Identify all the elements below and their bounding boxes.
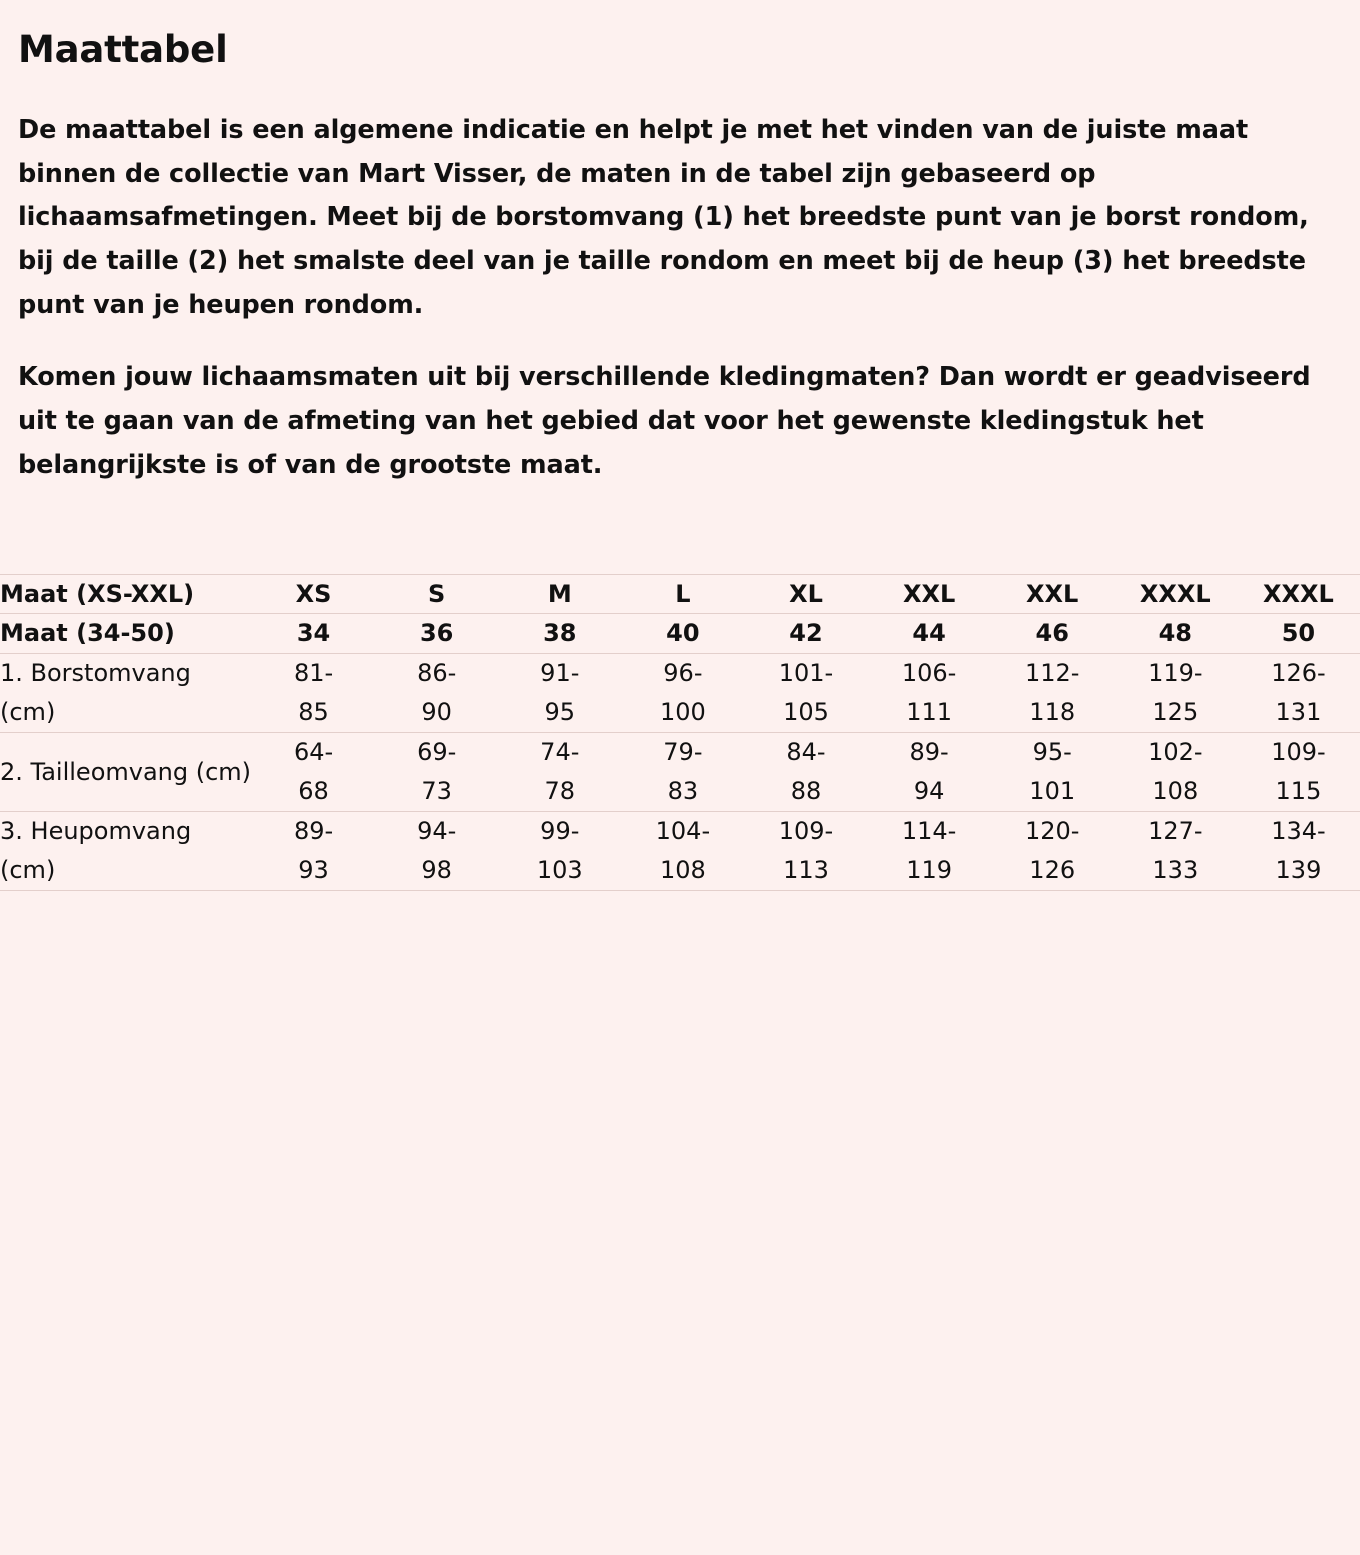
table-cell: 40 <box>666 619 700 648</box>
range-to: 105 <box>783 698 829 727</box>
table-cell <box>498 811 621 890</box>
range-from: 126- <box>1271 659 1326 688</box>
range-to: 108 <box>659 855 706 884</box>
range-from: 95- <box>1032 738 1072 767</box>
range-from: 99- <box>540 816 580 845</box>
range-to: 94 <box>913 776 945 805</box>
range-from: 84- <box>786 738 826 767</box>
table-cell <box>1237 733 1360 812</box>
range-to: 68 <box>298 776 329 805</box>
table-cell: XXL <box>902 579 956 608</box>
table-row <box>0 654 1360 733</box>
table-cell: XXL <box>1026 579 1079 608</box>
range-from: 81- <box>293 659 334 688</box>
table-cell <box>1114 654 1237 733</box>
range-from: 120- <box>1024 816 1080 845</box>
table-cell <box>1237 654 1360 733</box>
range-to: 73 <box>421 776 452 805</box>
table-cell <box>375 811 498 890</box>
range-from: 102- <box>1148 738 1203 767</box>
table-cell: XXXL <box>1139 579 1211 608</box>
table-cell <box>991 733 1114 812</box>
table-cell <box>375 733 498 812</box>
table-cell <box>375 654 498 733</box>
range-to: 90 <box>421 698 452 727</box>
table-row <box>0 574 1360 614</box>
row-header-numeric-sizes: Maat (34-50) <box>0 619 175 648</box>
range-from: 91- <box>540 659 580 688</box>
table-cell: XXXL <box>1263 579 1334 608</box>
intro-section <box>0 0 1360 488</box>
row-header-letter-sizes: Maat (XS-XXL) <box>0 579 195 608</box>
range-from: 89- <box>293 816 334 845</box>
table-cell <box>868 733 991 812</box>
range-to: 131 <box>1275 698 1322 727</box>
row-header-waist: 2. Tailleomvang (cm) <box>0 757 252 786</box>
table-cell <box>252 733 375 812</box>
range-to: 95 <box>544 698 576 727</box>
range-to: 118 <box>1029 698 1076 727</box>
table-row <box>0 733 1360 812</box>
table-cell <box>498 654 621 733</box>
range-from: 101- <box>778 659 834 688</box>
range-to: 108 <box>1152 776 1199 805</box>
table-row <box>0 811 1360 890</box>
page-title: Maattabel <box>18 28 228 71</box>
range-to: 113 <box>783 855 829 884</box>
size-table <box>0 574 1360 891</box>
range-from: 69- <box>417 738 457 767</box>
range-from: 127- <box>1148 816 1203 845</box>
table-cell: 36 <box>419 619 454 648</box>
table-cell: 46 <box>1035 619 1069 648</box>
range-from: 106- <box>901 659 957 688</box>
range-to: 133 <box>1152 855 1199 884</box>
range-from: 109- <box>1271 738 1326 767</box>
table-cell <box>991 811 1114 890</box>
table-cell <box>498 733 621 812</box>
range-to: 83 <box>667 776 699 805</box>
table-cell <box>621 811 744 890</box>
table-cell: 48 <box>1158 619 1193 648</box>
table-cell <box>1237 811 1360 890</box>
range-from: 96- <box>663 659 703 688</box>
range-to: 98 <box>421 855 452 884</box>
table-cell <box>252 654 375 733</box>
table-cell <box>621 733 744 812</box>
table-cell <box>868 811 991 890</box>
row-header-bust: 1. Borstomvang (cm) <box>0 659 191 727</box>
table-cell <box>744 654 867 733</box>
range-from: 109- <box>778 816 834 845</box>
table-cell: XS <box>295 579 332 608</box>
table-cell <box>744 811 867 890</box>
intro-paragraph-1: De maattabel is een algemene indicatie en helpt je met het vinden van de juiste maat binnen de collectie van Mart Visser, de maten in de tabel zijn gebaseerd op lichaamsafmetingen. Meet bij de borstomvang (1) het breedste punt van je borst rondom, bij de taille (2) het smalste deel van je taille rondom en meet bij de heup (3) het breedste punt van je heupen rondom. <box>18 114 1309 321</box>
table-cell: S <box>428 579 446 608</box>
range-to: 119 <box>906 855 952 884</box>
range-from: 64- <box>293 738 334 767</box>
table-cell <box>252 811 375 890</box>
range-to: 85 <box>298 698 329 727</box>
table-cell: L <box>675 579 691 608</box>
range-from: 114- <box>901 816 957 845</box>
table-cell <box>744 733 867 812</box>
range-from: 119- <box>1148 659 1203 688</box>
range-from: 112- <box>1024 659 1080 688</box>
range-from: 74- <box>540 738 580 767</box>
table-cell: 34 <box>296 619 331 648</box>
table-cell: 38 <box>543 619 577 648</box>
range-to: 103 <box>536 855 583 884</box>
range-to: 111 <box>906 698 952 727</box>
table-cell: 42 <box>789 619 823 648</box>
range-to: 93 <box>298 855 329 884</box>
range-to: 139 <box>1275 855 1322 884</box>
table-cell <box>1114 811 1237 890</box>
range-to: 100 <box>659 698 706 727</box>
table-cell: M <box>547 579 572 608</box>
range-to: 125 <box>1152 698 1199 727</box>
table-cell <box>991 654 1114 733</box>
intro-paragraph-2: Komen jouw lichaamsmaten uit bij verschillende kledingmaten? Dan wordt er geadviseerd uit te gaan van de afmeting van het gebied dat voor het gewenste kledingstuk het belangrijkste is of van de grootste maat. <box>18 361 1311 480</box>
range-from: 86- <box>417 659 457 688</box>
range-from: 94- <box>417 816 457 845</box>
bottom-spacer <box>0 891 1360 921</box>
range-to: 88 <box>790 776 822 805</box>
table-row <box>0 614 1360 654</box>
row-header-hip: 3. Heupomvang (cm) <box>0 816 192 884</box>
table-cell <box>868 654 991 733</box>
range-to: 126 <box>1029 855 1076 884</box>
range-from: 89- <box>909 738 949 767</box>
size-table-container <box>0 574 1360 891</box>
range-to: 101 <box>1029 776 1076 805</box>
size-table-body <box>0 574 1360 890</box>
table-cell: XL <box>789 579 823 608</box>
range-from: 134- <box>1271 816 1326 845</box>
range-from: 79- <box>663 738 703 767</box>
table-cell: 50 <box>1281 619 1316 648</box>
range-to: 115 <box>1275 776 1322 805</box>
range-to: 78 <box>544 776 576 805</box>
table-cell: 44 <box>912 619 946 648</box>
range-from: 104- <box>655 816 711 845</box>
table-cell <box>1114 733 1237 812</box>
table-cell <box>621 654 744 733</box>
